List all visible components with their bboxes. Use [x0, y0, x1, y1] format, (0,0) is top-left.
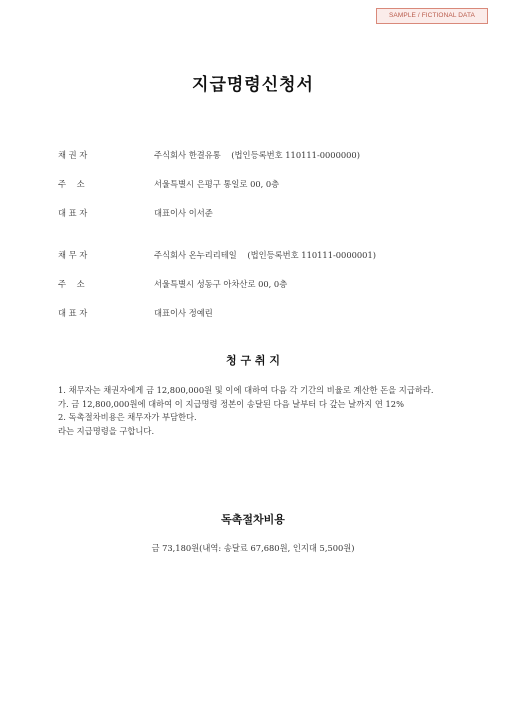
debtor-name-row	[58, 240, 458, 269]
debtor-section	[58, 240, 458, 327]
creditor-address-label: 주 소	[58, 178, 85, 189]
debtor-representative-value: 대표이사 정예린	[154, 307, 213, 318]
creditor-address-value: 서울특별시 은평구 통일로 00, 0층	[154, 178, 280, 189]
creditor-section	[58, 140, 458, 227]
debtor-address-row	[58, 269, 458, 298]
sample-stamp: SAMPLE / FICTIONAL DATA	[376, 8, 488, 24]
debtor-address-label: 주 소	[58, 278, 85, 289]
debtor-name-label: 채 무 자	[58, 249, 88, 260]
creditor-name-value: 주식회사 한결유통 (법인등록번호 110111-0000000)	[154, 149, 360, 160]
document-title: 지급명령신청서	[192, 75, 314, 95]
creditor-address-row	[58, 169, 458, 198]
claim-line-2: 가. 금 12,800,000원에 대하여 이 지급명령 정본이 송달된 다음 날부터 다 갚는 날까지 연 12%	[58, 398, 404, 409]
cost-text: 금 73,180원(내역: 송달료 67,680원, 인지대 5,500원)	[151, 543, 355, 553]
debtor-name-value: 주식회사 온누리리테일 (법인등록번호 110111-0000001)	[154, 249, 376, 260]
creditor-representative-value: 대표이사 이서준	[154, 207, 213, 218]
debtor-representative-row	[58, 298, 458, 327]
creditor-representative-row	[58, 198, 458, 227]
creditor-name-row	[58, 140, 458, 169]
claim-body	[58, 384, 450, 438]
claim-line-3: 2. 독촉절차비용은 채무자가 부담한다.	[58, 412, 197, 423]
cost-heading: 독촉절차비용	[221, 513, 285, 526]
creditor-representative-label: 대 표 자	[58, 207, 88, 218]
creditor-name-label: 채 권 자	[58, 149, 88, 160]
claim-line-1: 1. 채무자는 채권자에게 금 12,800,000원 및 이에 대하여 다음 각 기간의 비율로 계산한 돈을 지급하라.	[58, 385, 434, 395]
claim-line-4: 라는 지급명령을 구합니다.	[58, 425, 155, 436]
claim-heading: 청 구 취 지	[226, 354, 280, 367]
debtor-representative-label: 대 표 자	[58, 307, 88, 318]
debtor-address-value: 서울특별시 성동구 아차산로 00, 0층	[154, 278, 288, 289]
